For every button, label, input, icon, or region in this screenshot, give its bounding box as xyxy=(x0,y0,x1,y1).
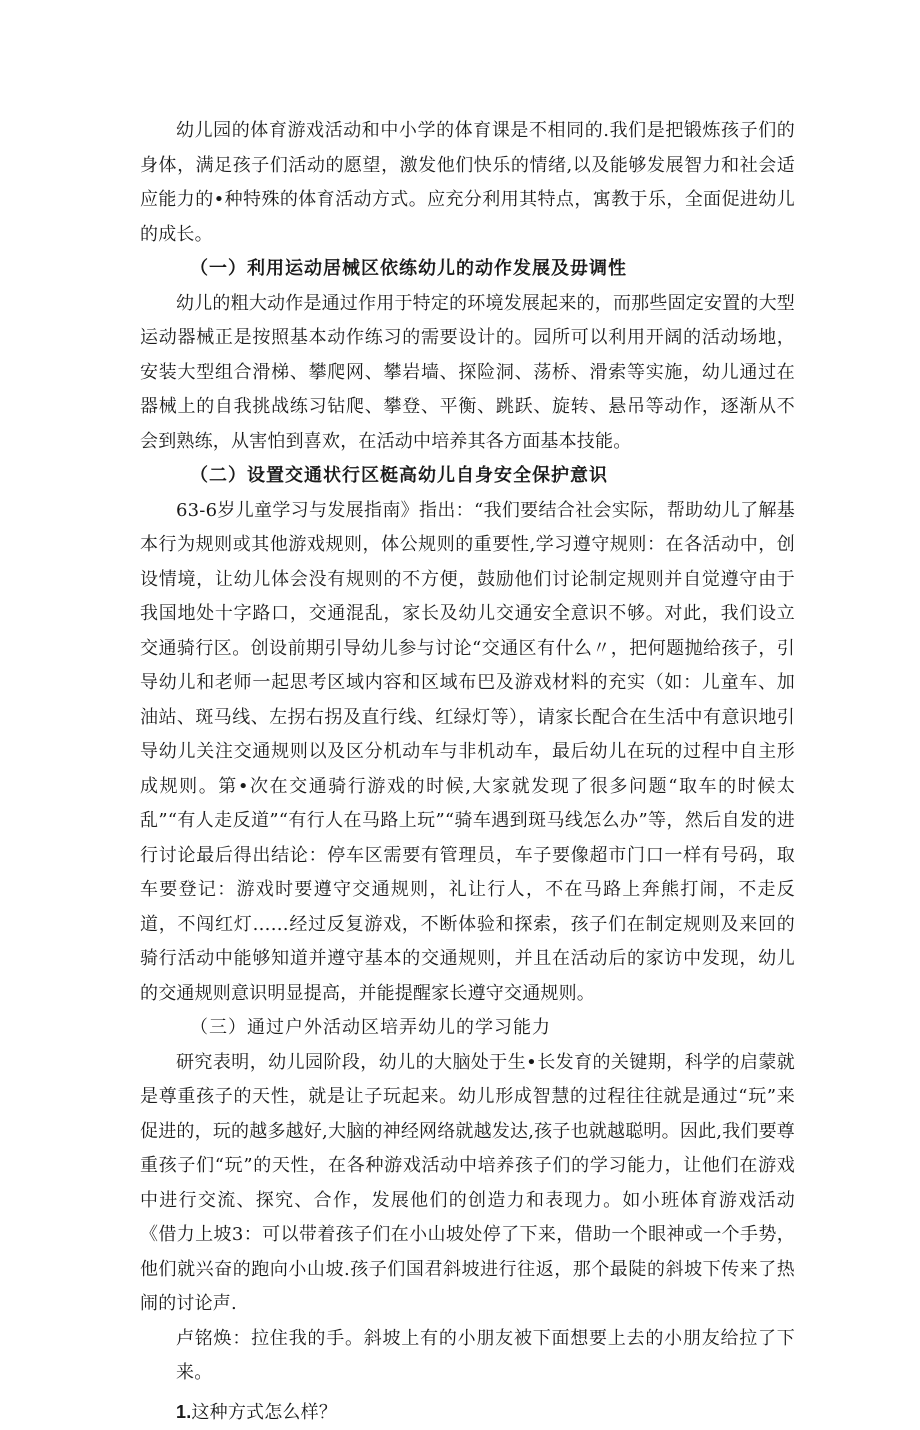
list-item-text: 这种方式怎么样？ xyxy=(191,1402,337,1423)
section-heading-3: （三）通过户外活动区培弄幼儿的学习能力 xyxy=(140,1011,795,1046)
intro-paragraph: 幼儿园的体育游戏活动和中小学的体育课是不相同的.我们是把锻炼孩子们的身体，满足孩子们活动的愿望，激发他们快乐的情绪,以及能够发展智力和社会适应能力的•种特殊的体育活动方式。应充分利用其特点，寓教于乐，全面促进幼儿的成长。 xyxy=(140,114,795,252)
section-heading-2: （二）设置交通状行区梃高幼儿自身安全保护意识 xyxy=(140,459,795,494)
document-body xyxy=(140,114,795,1430)
list-number: 1. xyxy=(176,1402,191,1422)
section-heading-1: （一）利用运动居械区依练幼儿的动作发展及毋调性 xyxy=(140,252,795,287)
section-1-paragraph: 幼儿的粗大动作是通过作用于特定的环境发展起来的，而那些固定安置的大型运动器械正是按照基本动作练习的需要设计的。园所可以利用开阔的活动场地，安装大型组合滑梯、攀爬网、攀岩墙、探险洞、荡桥、滑索等实施，幼儿通过在器械上的自我挑战练习钻爬、攀登、平衡、跳跃、旋转、悬吊等动作，逐渐从不会到熟练，从害怕到喜欢，在活动中培养其各方面基本技能。 xyxy=(140,287,795,460)
numbered-list-item xyxy=(140,1395,795,1430)
dialogue-paragraph: 卢铭焕：拉住我的手。斜坡上有的小朋友被下面想要上去的小朋友给拉了下来。 xyxy=(140,1322,795,1391)
section-3-paragraph: 研究表明，幼儿园阶段，幼儿的大脑处于生•长发育的关键期，科学的启蒙就是尊重孩子的天性，就是让子玩起来。幼儿形成智慧的过程往往就是通过“玩”来促进的，玩的越多越好,大脑的神经网络就越发达,孩子也就越聪明。因此,我们要尊重孩子们“玩”的天性，在各种游戏活动中培养孩子们的学习能力，让他们在游戏中进行交流、探究、合作，发展他们的创造力和表现力。如小班体育游戏活动《借力上坡3：可以带着孩子们在小山坡处停了下来，借助一个眼神或一个手势，他们就兴奋的跑向小山坡.孩子们国君斜坡进行往返，那个最陡的斜坡下传来了热闹的讨论声. xyxy=(140,1046,795,1322)
section-2-paragraph: 63-6岁儿童学习与发展指南》指出：“我们要结合社会实际，帮助幼儿了解基本行为规则或其他游戏规则，体公规则的重要性,学习遵守规则：在各活动中，创设情境，让幼儿体会没有规则的不方便，鼓励他们讨论制定规则并自觉遵守由于我国地处十字路口，交通混乱，家长及幼儿交通安全意识不够。对此，我们设立交通骑行区。创设前期引导幼儿参与讨论“交通区有什么〃，把何题抛给孩子，引导幼儿和老师一起思考区域内容和区域布巴及游戏材料的充实（如：儿童车、加油站、斑马线、左拐右拐及直行线、红绿灯等），请家长配合在生活中有意识地引导幼儿关注交通规则以及区分机动车与非机动车，最后幼儿在玩的过程中自主形成规则。第•次在交通骑行游戏的时候,大家就发现了很多问题“取车的时候太乱”“有人走反道”“有行人在马路上玩”“骑车遇到斑马线怎么办”等，然后自发的进行讨论最后得出结论：停车区需要有管理员，车子要像超市门口一样有号码，取车要登记：游戏时要遵守交通规则，礼让行人，不在马路上奔熊打闹，不走反道，不闯红灯……经过反复游戏，不断体验和探索，孩子们在制定规则及来回的骑行活动中能够知道并遵守基本的交通规则，并且在活动后的家访中发现，幼儿的交通规则意识明显提高，并能提醒家长遵守交通规则。 xyxy=(140,494,795,1012)
